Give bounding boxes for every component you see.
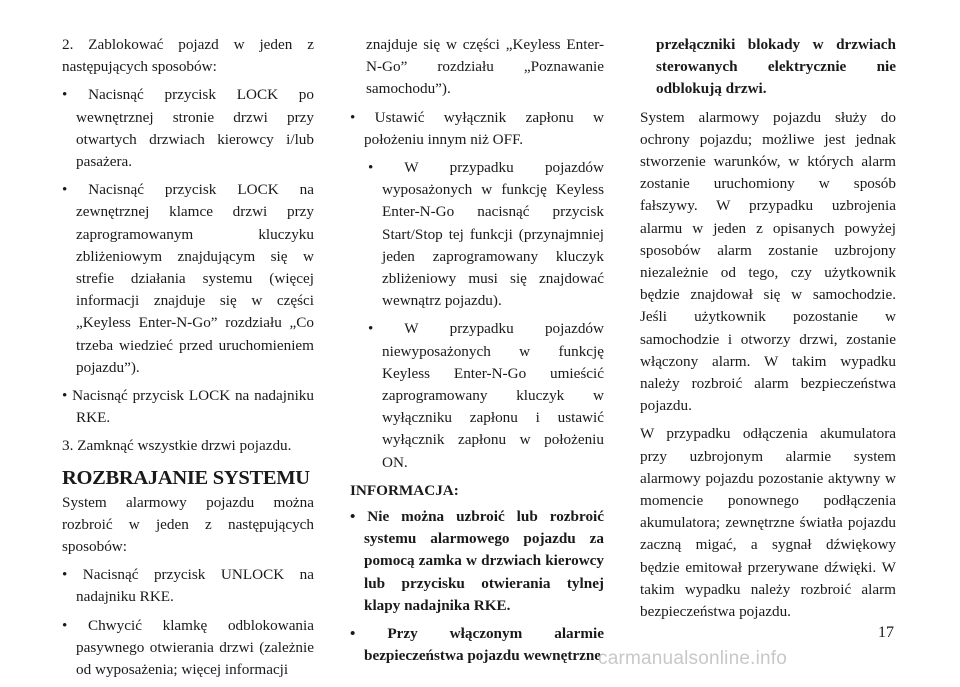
bullet-unlock-rke: • Nacisnąć przycisk UNLOCK na nadajniku RKE.	[62, 566, 314, 606]
step-3: 3. Zamknąć wszystkie drzwi pojazdu.	[62, 437, 292, 455]
bullet-passive-handle: • Chwycić klamkę odblokowania pasywnego otwierania drzwi (zależnie od wyposażenia; więcej informacji	[62, 616, 314, 679]
watermark: carmanualsonline.info	[598, 648, 788, 669]
bullet-lock-handle: • Nacisnąć przycisk LOCK na zewnętrznej klamce drzwi przy zaprogramowanym kluczyku zbliżeniowym znajdującym się w strefie działania systemu (więcej informacji znajduje się w części „Keyless Enter-N-Go” rozdziału „Co trzeba wiedzieć przed uruchomieniem pojazdu”).	[62, 181, 314, 376]
page-number: 17	[878, 624, 894, 641]
passive-handle-continued: znajduje się w części „Keyless Enter-N-Go” rozdziału „Poznawanie samochodu”).	[366, 36, 604, 98]
info-bullet-2-continued: przełączniki blokady w drzwiach sterowanych elektrycznie nie odblokują drzwi.	[656, 36, 896, 98]
bullet-ignition: • Ustawić wyłącznik zapłonu w położeniu innym niż OFF.	[350, 108, 604, 148]
sub-bullet-no-keyless: • W przypadku pojazdów niewyposażonych w funkcję Keyless Enter-N-Go umieścić zaprogramowany kluczyk w wyłączniku zapłonu i ustawić wyłącznik zapłonu w położeniu ON.	[368, 320, 604, 471]
column-middle	[350, 34, 604, 673]
info-title: INFORMACJA:	[350, 481, 459, 499]
sub-bullet-keyless: • W przypadku pojazdów wyposażonych w funkcję Keyless Enter-N-Go nacisnąć przycisk Start/Stop tej funkcji (przynajmniej jeden zaprogramowany kluczyk zbliżeniowy musi się znajdować wewnątrz pojazdu).	[368, 159, 604, 310]
bullet-lock-inside: • Nacisnąć przycisk LOCK po wewnętrznej stronie drzwi przy otwartych drzwiach kierowcy i/lub pasażera.	[62, 86, 314, 171]
step-2: 2. Zablokować pojazd w jeden z następujących sposobów:	[62, 36, 314, 76]
column-left	[62, 34, 314, 687]
info-bullet-2: • Przy włączonym alarmie bezpieczeństwa pojazdu wewnętrzne	[350, 625, 604, 665]
info-bullet-1: • Nie można uzbroić lub rozbroić systemu alarmowego pojazdu za pomocą zamka w drzwiach kierowcy lub przycisku otwierania tylnej klapy nadajnika RKE.	[350, 508, 604, 614]
section-heading: ROZBRAJANIE SYSTEMU	[62, 466, 310, 489]
disarm-intro: System alarmowy pojazdu można rozbroić w jeden z następujących sposobów:	[62, 493, 314, 556]
bullet-lock-rke: • Nacisnąć przycisk LOCK na nadajniku RKE.	[62, 387, 314, 427]
column-right	[640, 34, 896, 629]
paragraph-false-alarm: System alarmowy pojazdu służy do ochrony pojazdu; możliwe jest jednak stworzenie warunków, w których alarm zostanie uruchomiony w sposób fałszywy. W przypadku uzbrojenia alarmu w jeden z opisanych powyżej sposobów alarm zostanie uzbrojony niezależnie od tego, czy użytkownik będzie znajdował się w samochodzie. Jeśli użytkownik pozostanie w samochodzie i otworzy drzwi, zostanie włączony alarm. W takim wypadku należy rozbroić alarm bezpieczeństwa pojazdu.	[640, 108, 896, 415]
paragraph-battery: W przypadku odłączenia akumulatora przy uzbrojonym alarmie system alarmowy pojazdu pozostanie aktywny w momencie ponownego podłączenia akumulatora; zewnętrzne światła pojazdu zaczną migać, a sygnał dźwiękowy będzie emitował przerywane dźwięki. W takim wypadku należy rozbroić alarm bezpieczeństwa pojazdu.	[640, 425, 896, 621]
